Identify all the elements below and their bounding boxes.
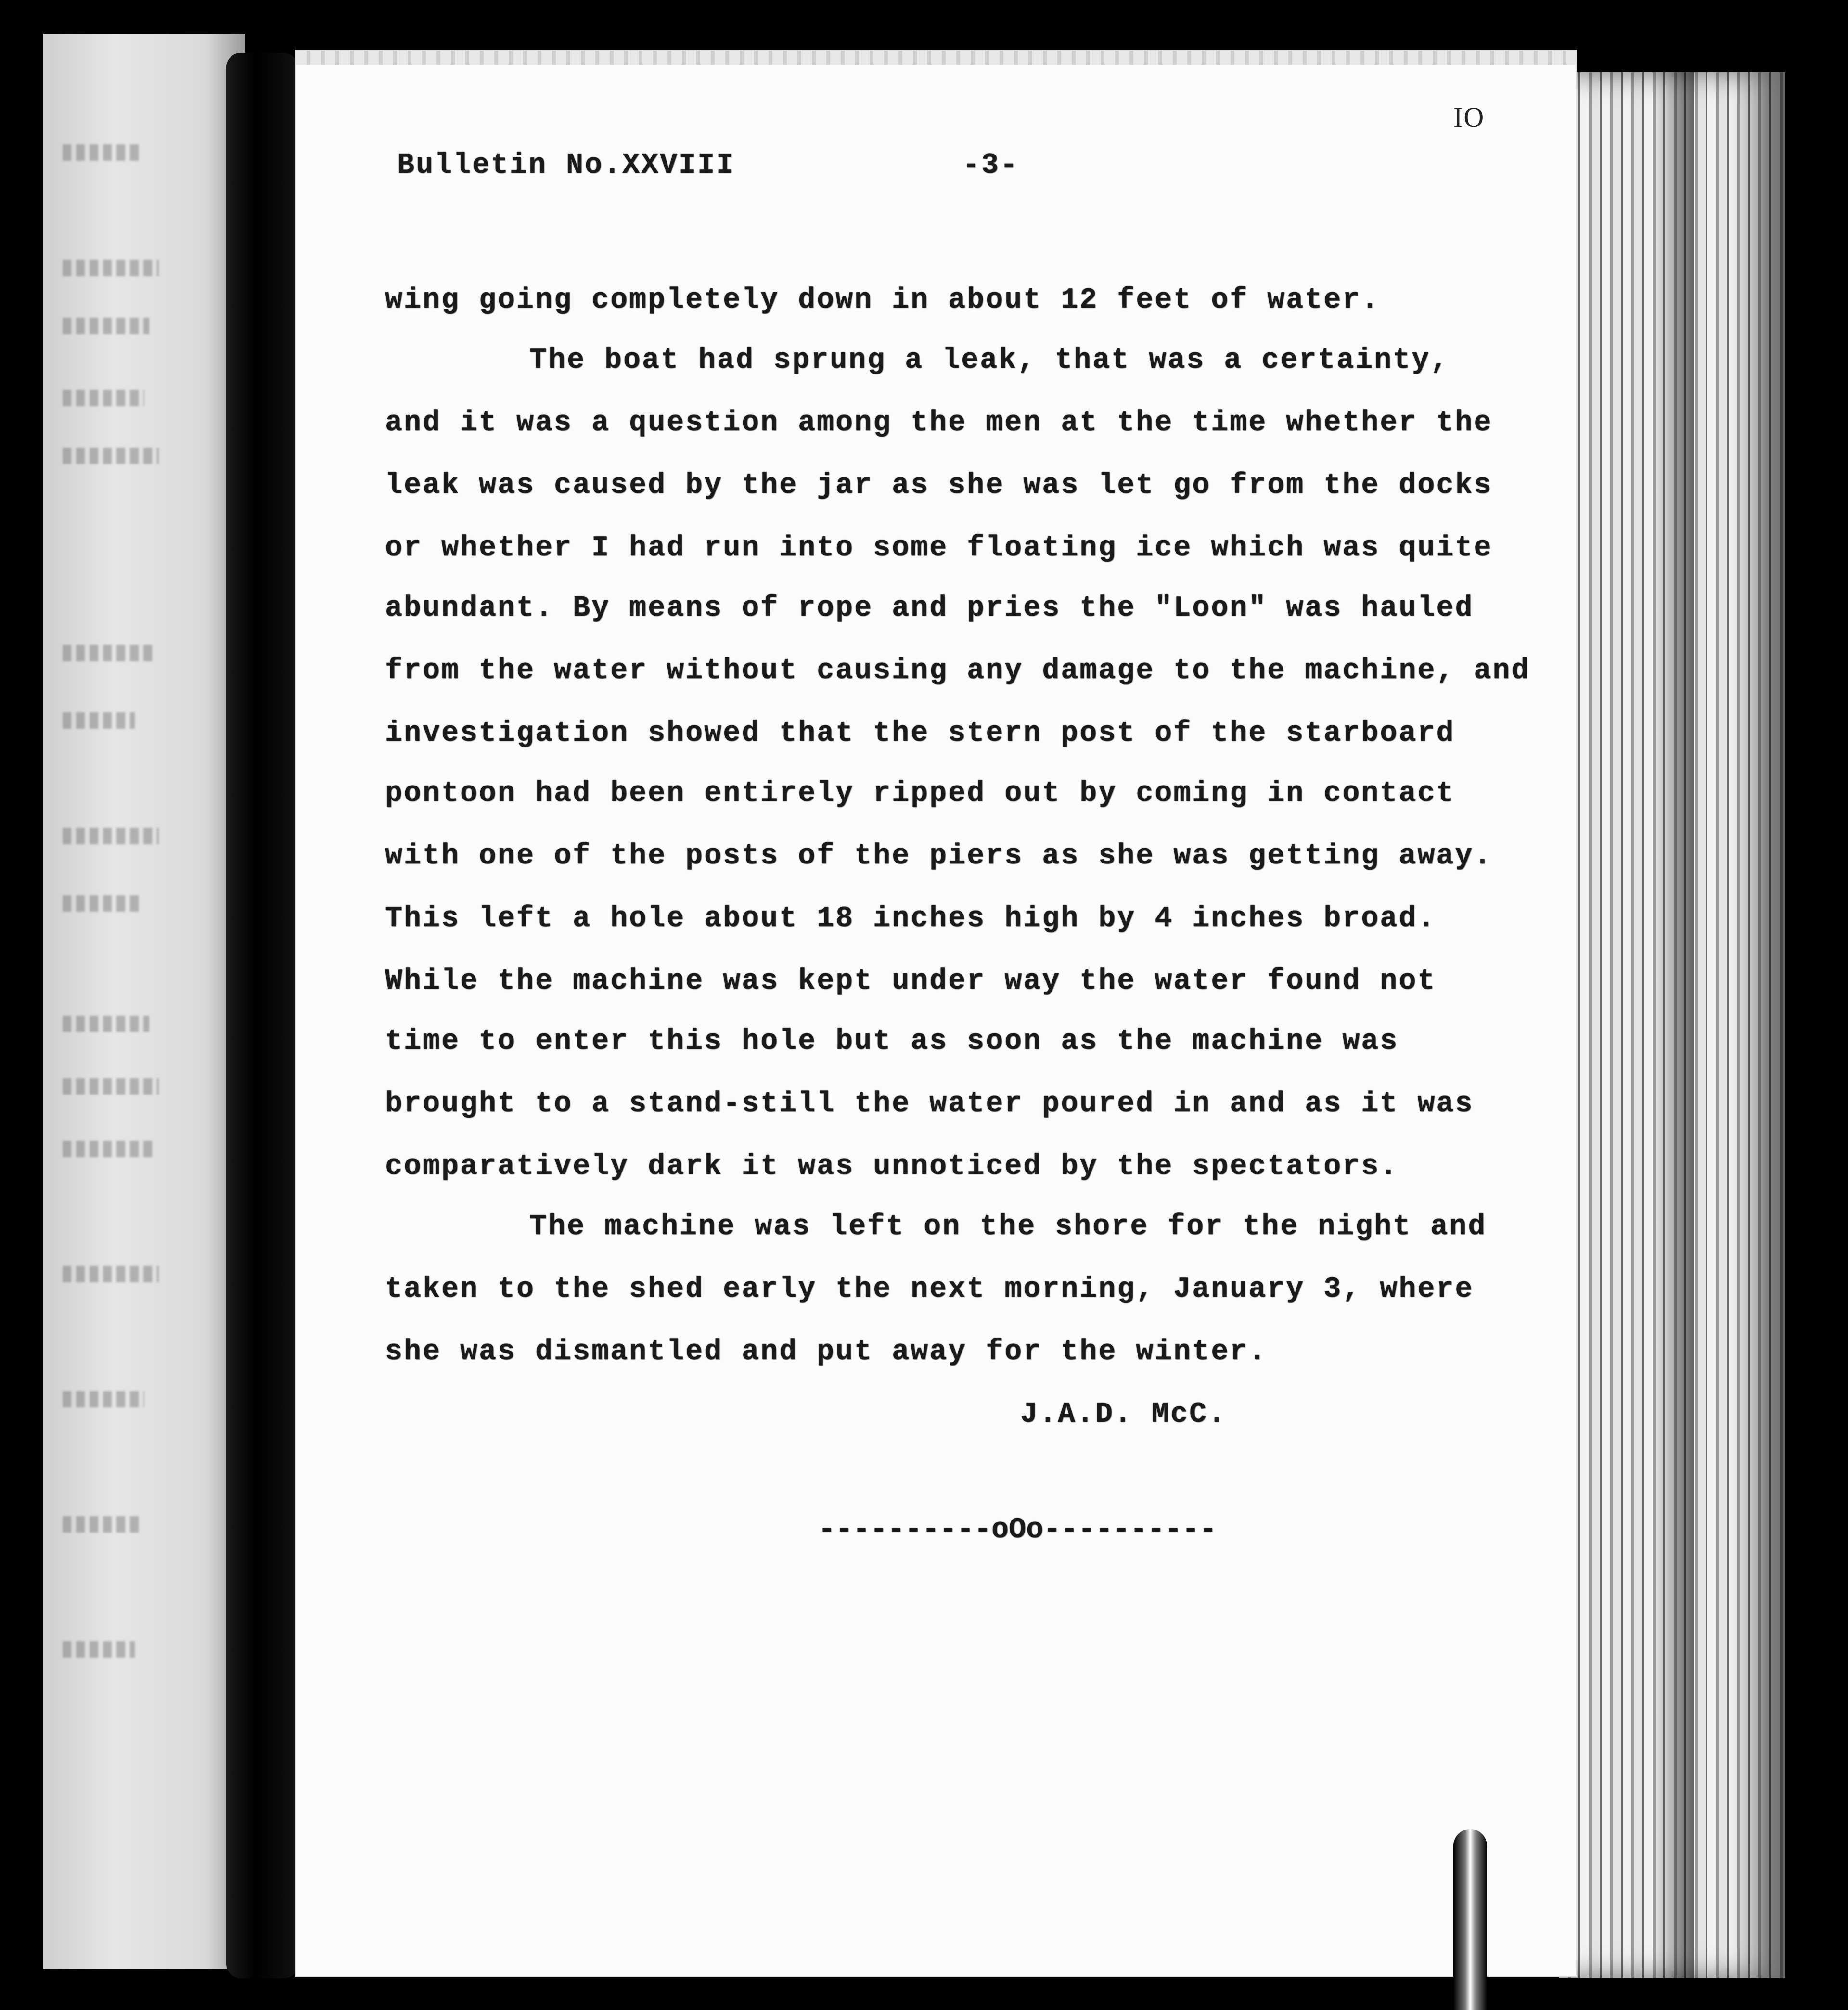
author-initials: J.A.D. McC. (1020, 1398, 1227, 1431)
body-line: or whether I had run into some floating ice which was quite (385, 532, 1493, 565)
body-line: taken to the shed early the next morning, January 3, where (385, 1273, 1474, 1306)
body-line: with one of the posts of the piers as she was getting away. (385, 840, 1493, 873)
bleed-through-text (63, 448, 159, 464)
body-line: from the water without causing any damage to the machine, and (385, 655, 1530, 687)
bleed-through-text (63, 712, 135, 729)
document-page (296, 51, 1576, 1976)
body-line: pontoon had been entirely ripped out by coming in contact (385, 777, 1455, 810)
bleed-through-text (63, 1516, 140, 1533)
body-line: abundant. By means of rope and pries the "Loon" was hauled (385, 592, 1474, 625)
bleed-through-text (63, 1266, 159, 1282)
bulletin-header: Bulletin No.XXVIII (397, 149, 735, 182)
bleed-through-text (63, 1641, 135, 1658)
left-facing-page (43, 34, 245, 1969)
body-line: she was dismantled and put away for the winter. (385, 1336, 1268, 1368)
body-line: and it was a question among the men at the time whether the (385, 407, 1493, 439)
bleed-through-text (63, 144, 140, 161)
bleed-through-text (63, 390, 144, 406)
body-line: wing going completely down in about 12 feet of water. (385, 284, 1380, 317)
page-top-edge (296, 51, 1576, 65)
bleed-through-text (63, 1141, 154, 1157)
bleed-through-text (63, 895, 140, 912)
bleed-through-text (63, 1078, 159, 1095)
book-gutter (226, 53, 298, 1978)
body-line: comparatively dark it was unnoticed by the spectators. (385, 1150, 1399, 1183)
bleed-through-text (63, 1016, 149, 1032)
bleed-through-text (63, 260, 159, 276)
body-line: The boat had sprung a leak, that was a certainty, (529, 344, 1450, 377)
body-line: brought to a stand-still the water poured in and as it was (385, 1088, 1474, 1121)
page-folio-number: IO (1453, 102, 1485, 133)
page-number-header: -3- (962, 149, 1019, 182)
bleed-through-text (63, 828, 159, 844)
body-line: While the machine was kept under way the water found not (385, 965, 1437, 998)
body-line: The machine was left on the shore for the night and (529, 1211, 1487, 1243)
page-clip (1453, 1829, 1487, 2010)
bleed-through-text (63, 318, 149, 334)
section-divider: ----------oOo---------- (818, 1514, 1217, 1546)
body-line: leak was caused by the jar as she was let go from the docks (385, 469, 1493, 502)
body-line: This left a hole about 18 inches high by 4 inches broad. (385, 902, 1437, 935)
body-line: time to enter this hole but as soon as the machine was (385, 1025, 1399, 1058)
cover-shadow (1656, 58, 1694, 2007)
bleed-through-text (63, 1391, 144, 1407)
bleed-through-text (63, 645, 154, 661)
body-line: investigation showed that the stern post of the starboard (385, 717, 1455, 750)
